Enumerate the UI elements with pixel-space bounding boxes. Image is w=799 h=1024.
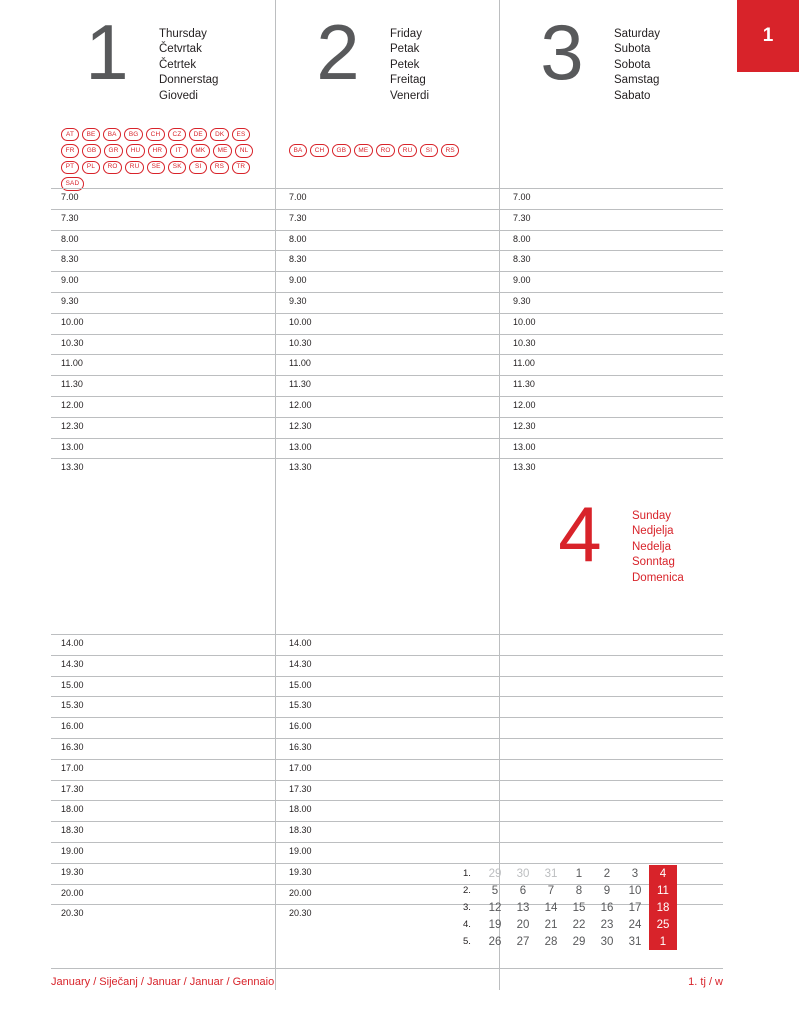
time-slot-row[interactable]: 17.00 [51,759,275,780]
time-slot-row[interactable]: 9.00 [500,271,723,292]
time-slot-row[interactable]: 12.30 [51,417,275,438]
time-slot-row[interactable]: 14.00 [51,634,275,655]
mini-calendar-week-number: 5. [463,936,471,947]
sunday-name-sl: Nedelja [632,540,671,553]
country-code-pill: CH [310,144,329,157]
time-slot-row[interactable]: 11.00 [276,354,499,375]
mini-calendar-day[interactable]: 26 [488,935,502,948]
day-name-sl-1: Četrtek [159,58,197,71]
country-code-pill: SI [189,161,207,174]
time-slot-row[interactable]: 18.00 [276,800,499,821]
time-slot-row[interactable] [500,634,723,655]
day-name-sl-3: Sobota [614,58,651,71]
time-slot-row[interactable]: 13.30 [51,458,275,479]
time-slot-row[interactable]: 12.00 [51,396,275,417]
time-slot-row[interactable]: 13.30 [500,458,723,479]
time-slot-row[interactable]: 13.00 [51,438,275,459]
mini-calendar-day[interactable]: 11 [649,882,677,899]
time-slot-row[interactable] [500,842,723,863]
time-slot-row[interactable]: 18.00 [51,800,275,821]
day-column-2 [275,0,499,990]
mini-calendar-day[interactable]: 9 [603,884,611,897]
day-name-it-3: Sabato [614,89,651,102]
time-slot-row[interactable]: 7.00 [276,188,499,209]
time-slot-row[interactable]: 8.30 [500,250,723,271]
mini-calendar-row [461,916,677,933]
mini-calendar-day[interactable]: 30 [600,935,614,948]
footer-week-label: 1. tj / w [688,976,723,988]
mini-calendar-table [461,865,677,950]
mini-calendar-day[interactable]: 16 [600,901,614,914]
mini-calendar[interactable] [461,865,677,950]
day-name-de-3: Samstag [614,74,660,87]
mini-calendar-day[interactable]: 3 [631,867,639,880]
day-names-2 [390,18,429,104]
day-header-3 [500,0,723,118]
country-code-pill: CH [146,128,165,141]
mini-calendar-day[interactable]: 17 [628,901,642,914]
time-slot-row[interactable]: 10.00 [276,313,499,334]
time-slot-row[interactable]: 11.00 [500,354,723,375]
time-slot-row[interactable]: 19.30 [276,863,499,884]
sunday-name-hr: Nedjelja [632,525,674,538]
country-code-pill: RS [441,144,459,157]
time-slot-row[interactable]: 7.30 [51,209,275,230]
country-code-pill: RO [376,144,395,157]
time-slot-row[interactable]: 7.30 [500,209,723,230]
time-slot-row[interactable] [500,821,723,842]
country-code-pill: RS [210,161,228,174]
time-slot-row[interactable]: 8.00 [500,230,723,251]
mini-calendar-week-number: 2. [463,885,471,896]
mini-calendar-day[interactable]: 14 [544,901,558,914]
page-footer [51,976,723,988]
time-slot-row[interactable] [500,759,723,780]
day-columns [51,0,723,990]
day-header-2 [276,0,499,118]
time-slot-row[interactable]: 9.30 [500,292,723,313]
day-name-hr-1: Četvrtak [159,43,202,56]
country-codes-1 [51,128,269,191]
mini-calendar-day[interactable]: 7 [547,884,555,897]
time-slot-row[interactable]: 16.30 [51,738,275,759]
sunday-block [500,478,723,633]
mini-calendar-day[interactable]: 2 [603,867,611,880]
time-slot-row[interactable]: 17.30 [276,780,499,801]
country-code-pill: PL [82,161,100,174]
day-name-en-3: Saturday [614,28,661,40]
time-slot-row[interactable]: 19.00 [51,842,275,863]
sunday-names [632,500,684,586]
country-code-pill: DK [210,128,228,141]
day-name-it-2: Venerdi [390,89,430,102]
time-slot-row[interactable]: 10.00 [51,313,275,334]
time-slot-row[interactable]: 20.00 [51,884,275,905]
mini-calendar-day[interactable]: 31 [544,867,558,880]
time-slot-row[interactable]: 9.00 [51,271,275,292]
mini-calendar-day[interactable]: 23 [600,918,614,931]
time-slot-row[interactable]: 10.30 [500,334,723,355]
time-slot-row[interactable]: 8.00 [276,230,499,251]
time-slots-top-3 [500,188,723,479]
country-code-pill: MK [191,144,210,157]
country-code-pill: BA [289,144,307,157]
mini-calendar-week-number: 1. [463,868,471,879]
country-code-pill: AT [61,128,79,141]
day-name-sl-2: Petek [390,58,420,71]
country-code-pill: SE [147,161,165,174]
mini-calendar-day[interactable]: 4 [649,865,677,882]
mini-calendar-body [461,865,677,950]
country-code-pill: ES [232,128,250,141]
mini-calendar-row [461,933,677,950]
country-code-pill: CZ [168,128,186,141]
day-name-de-2: Freitag [390,74,426,87]
country-code-pill: GB [82,144,101,157]
time-slot-row[interactable]: 10.30 [276,334,499,355]
time-slot-row[interactable]: 11.30 [500,375,723,396]
country-code-pill: SK [168,161,186,174]
time-slot-row[interactable]: 19.30 [51,863,275,884]
time-slots-top-2 [276,188,499,479]
mini-calendar-day[interactable]: 15 [572,901,586,914]
mini-calendar-day[interactable]: 13 [516,901,530,914]
mini-calendar-day[interactable]: 18 [649,899,677,916]
time-slot-row[interactable]: 17.00 [276,759,499,780]
day-column-1 [51,0,275,990]
time-slot-row[interactable]: 10.00 [500,313,723,334]
time-slot-row[interactable]: 11.30 [51,375,275,396]
sunday-name-en: Sunday [632,510,672,522]
time-slot-row[interactable]: 20.30 [276,904,499,925]
country-code-pill: SAD [61,177,84,190]
country-code-pill: GR [104,144,123,157]
time-slot-row[interactable]: 7.30 [276,209,499,230]
country-code-pill: HU [126,144,145,157]
day-number-1: 1 [85,8,127,96]
country-code-pill: IT [170,144,188,157]
time-slot-row[interactable] [500,676,723,697]
country-code-pill: HR [148,144,167,157]
country-code-pill: TR [232,161,250,174]
time-slot-row[interactable]: 13.30 [276,458,499,479]
day-names-1 [159,18,218,104]
time-slot-row[interactable] [500,696,723,717]
country-code-pill: RO [103,161,122,174]
time-slot-row[interactable]: 12.30 [276,417,499,438]
day-name-hr-2: Petak [390,43,420,56]
time-slot-row[interactable]: 8.00 [51,230,275,251]
time-slot-row[interactable]: 13.00 [500,438,723,459]
mini-calendar-row [461,882,677,899]
time-slot-row[interactable]: 18.30 [276,821,499,842]
day-number-2: 2 [316,8,358,96]
sunday-name-de: Sonntag [632,556,675,569]
day-column-3 [499,0,723,990]
time-slot-row[interactable]: 15.00 [276,676,499,697]
time-slot-row[interactable]: 18.30 [51,821,275,842]
mini-calendar-day[interactable]: 20 [516,918,530,931]
time-slot-row[interactable]: 16.30 [276,738,499,759]
mini-calendar-day[interactable]: 25 [649,916,677,933]
day-name-de-1: Donnerstag [159,74,219,87]
time-slot-row[interactable]: 20.30 [51,904,275,925]
time-slot-row[interactable]: 9.00 [276,271,499,292]
time-slot-row[interactable]: 15.00 [51,676,275,697]
mini-calendar-day[interactable]: 29 [488,867,502,880]
mini-calendar-day[interactable]: 1 [575,867,583,880]
time-slot-row[interactable]: 12.30 [500,417,723,438]
sunday-number: 4 [558,490,600,578]
country-code-pill: ME [213,144,232,157]
mini-calendar-week-number: 4. [463,919,471,930]
time-slot-row[interactable]: 14.00 [276,634,499,655]
mini-calendar-day[interactable]: 24 [628,918,642,931]
country-code-pill: BE [82,128,100,141]
country-code-pill: NL [235,144,253,157]
time-slot-row[interactable] [500,717,723,738]
time-slot-row[interactable]: 8.30 [276,250,499,271]
footer-divider [51,968,723,969]
mini-calendar-day[interactable]: 12 [488,901,502,914]
mini-calendar-day[interactable]: 5 [491,884,499,897]
time-slot-row[interactable]: 14.30 [276,655,499,676]
time-slot-row[interactable]: 16.00 [276,717,499,738]
mini-calendar-day[interactable]: 21 [544,918,558,931]
sunday-name-it: Domenica [632,571,684,584]
mini-calendar-day[interactable]: 8 [575,884,583,897]
mini-calendar-day[interactable]: 27 [516,935,530,948]
time-slot-row[interactable]: 16.00 [51,717,275,738]
day-name-en-2: Friday [390,28,422,40]
time-slot-row[interactable] [500,780,723,801]
country-code-pill: DE [189,128,207,141]
country-code-pill: BG [124,128,143,141]
time-slot-row[interactable]: 12.00 [276,396,499,417]
mini-calendar-day[interactable]: 31 [628,935,642,948]
footer-month-label: January / Siječanj / Januar / Januar / Gennaio [51,976,275,988]
mini-calendar-day[interactable]: 28 [544,935,558,948]
country-code-pill: RU [398,144,417,157]
day-header-1 [51,0,275,118]
time-slot-row[interactable] [500,800,723,821]
mini-calendar-day[interactable]: 19 [488,918,502,931]
day-name-en-1: Thursday [159,28,207,40]
time-slot-row[interactable]: 17.30 [51,780,275,801]
time-slot-row[interactable]: 19.00 [276,842,499,863]
time-slot-row[interactable] [500,738,723,759]
time-slot-row[interactable]: 12.00 [500,396,723,417]
time-slot-row[interactable]: 8.30 [51,250,275,271]
mini-calendar-day[interactable]: 1 [649,933,677,950]
time-slot-row[interactable]: 9.30 [51,292,275,313]
time-slot-row[interactable]: 11.30 [276,375,499,396]
mini-calendar-day[interactable]: 30 [516,867,530,880]
country-code-pill: SI [420,144,438,157]
country-code-pill: RU [125,161,144,174]
week-number-badge: 1 [737,0,799,72]
time-slots-top-1 [51,188,275,479]
day-names-3 [614,18,660,104]
time-slot-row[interactable]: 20.00 [276,884,499,905]
day-name-hr-3: Subota [614,43,651,56]
mini-calendar-row [461,899,677,916]
time-slot-row[interactable]: 7.00 [51,188,275,209]
time-slot-row[interactable]: 15.30 [51,696,275,717]
mini-calendar-day[interactable]: 29 [572,935,586,948]
day-name-it-1: Giovedi [159,89,198,102]
time-slot-row[interactable]: 14.30 [51,655,275,676]
time-slot-row[interactable]: 11.00 [51,354,275,375]
country-code-pill: BA [103,128,121,141]
country-code-pill: PT [61,161,79,174]
country-code-pill: ME [354,144,373,157]
time-slot-row[interactable]: 7.00 [500,188,723,209]
time-slot-row[interactable]: 15.30 [276,696,499,717]
time-slot-row[interactable]: 13.00 [276,438,499,459]
mini-calendar-week-number: 3. [463,902,471,913]
country-codes-2 [276,144,494,157]
country-code-pill: FR [61,144,79,157]
time-slot-row[interactable]: 9.30 [276,292,499,313]
mini-calendar-row [461,865,677,882]
mini-calendar-day[interactable]: 10 [628,884,642,897]
day-number-3: 3 [540,8,582,96]
country-code-pill: GB [332,144,351,157]
mini-calendar-day[interactable]: 22 [572,918,586,931]
mini-calendar-day[interactable]: 6 [519,884,527,897]
time-slot-row[interactable]: 10.30 [51,334,275,355]
time-slot-row[interactable] [500,655,723,676]
time-slots-bottom-1 [51,634,275,925]
